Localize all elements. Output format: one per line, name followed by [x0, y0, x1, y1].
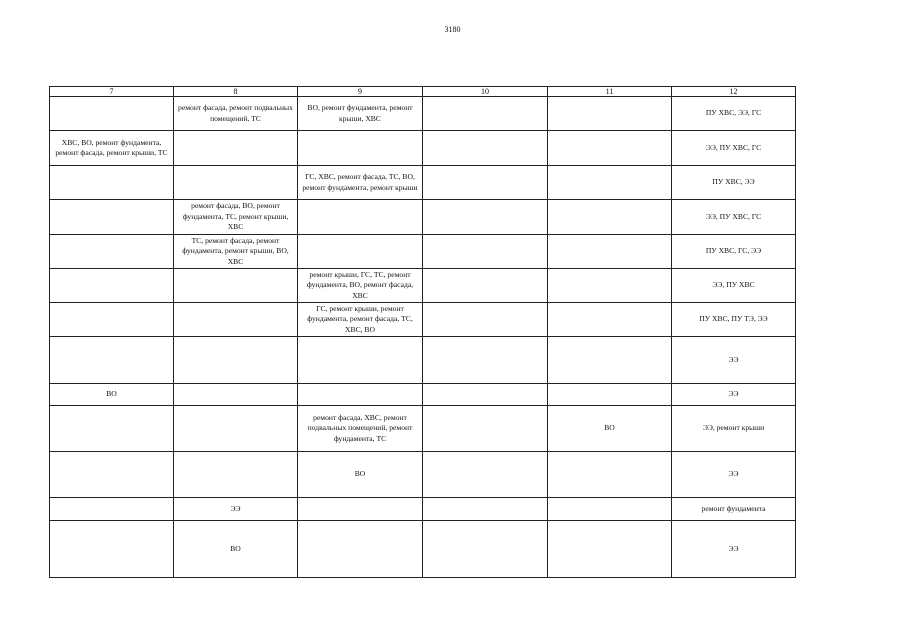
table-cell: ВО, ремонт фундамента, ремонт крыши, ХВС: [298, 97, 423, 131]
table-cell: [50, 498, 174, 521]
table-cell: [548, 166, 672, 200]
table-cell: [50, 269, 174, 303]
table-cell: ПУ ХВС, ЭЭ: [672, 166, 796, 200]
table-cell: ремонт фасада, ХВС, ремонт подвальных помещений, ремонт фундамента, ТС: [298, 406, 423, 452]
table-cell: [548, 384, 672, 406]
table-cell: [50, 303, 174, 337]
table-cell: [174, 303, 298, 337]
table-cell: ВО: [548, 406, 672, 452]
table-cell: ГС, ремонт крыши, ремонт фундамента, ремонт фасада, ТС, ХВС, ВО: [298, 303, 423, 337]
table-body: [50, 97, 796, 578]
table-cell: [50, 521, 174, 578]
table-cell: [174, 384, 298, 406]
table-row: [50, 406, 796, 452]
table-cell: [548, 452, 672, 498]
table-cell: ЭЭ: [174, 498, 298, 521]
table-cell: ПУ ХВС, ГС, ЭЭ: [672, 235, 796, 269]
column-header: 12: [672, 87, 796, 97]
table-cell: [548, 303, 672, 337]
table-cell: ХВС, ВО, ремонт фундамента, ремонт фасада, ремонт крыши, ТС: [50, 131, 174, 166]
table-cell: ЭЭ: [672, 521, 796, 578]
table-row: [50, 337, 796, 384]
table-row: [50, 235, 796, 269]
table-cell: [50, 337, 174, 384]
table-cell: [174, 166, 298, 200]
table-cell: [174, 406, 298, 452]
table-cell: [423, 235, 548, 269]
table-cell: ЭЭ, ремонт крыши: [672, 406, 796, 452]
table-cell: [548, 521, 672, 578]
table-cell: [423, 498, 548, 521]
table-row: [50, 269, 796, 303]
table-cell: [50, 200, 174, 235]
table-cell: ВО: [50, 384, 174, 406]
table-cell: ЭЭ, ПУ ХВС, ГС: [672, 200, 796, 235]
table-cell: ЭЭ: [672, 452, 796, 498]
table-cell: [423, 452, 548, 498]
table-cell: ЭЭ: [672, 384, 796, 406]
table-cell: ЭЭ, ПУ ХВС: [672, 269, 796, 303]
table-cell: [298, 131, 423, 166]
table-cell: [548, 131, 672, 166]
table-cell: ВО: [174, 521, 298, 578]
table-cell: [548, 97, 672, 131]
table-row: [50, 303, 796, 337]
table-cell: [423, 131, 548, 166]
table-cell: ремонт фасада, ремонт подвальных помещений, ТС: [174, 97, 298, 131]
table-cell: ПУ ХВС, ЭЭ, ГС: [672, 97, 796, 131]
table-cell: [298, 498, 423, 521]
table-cell: [174, 269, 298, 303]
table-cell: [174, 131, 298, 166]
table-cell: [423, 303, 548, 337]
table-row: [50, 521, 796, 578]
table-cell: [50, 166, 174, 200]
table-row: [50, 452, 796, 498]
table-cell: [298, 521, 423, 578]
table-cell: [423, 521, 548, 578]
table-cell: [423, 200, 548, 235]
table-cell: [50, 235, 174, 269]
table-cell: [548, 337, 672, 384]
header-row: [50, 87, 796, 97]
table-cell: [423, 97, 548, 131]
table-cell: [50, 406, 174, 452]
table-cell: [423, 269, 548, 303]
table-cell: ПУ ХВС, ПУ ТЭ, ЭЭ: [672, 303, 796, 337]
table-cell: [548, 200, 672, 235]
table-cell: [298, 384, 423, 406]
table-row: [50, 131, 796, 166]
table-cell: [174, 337, 298, 384]
column-header: 8: [174, 87, 298, 97]
table-cell: [423, 384, 548, 406]
table-cell: ремонт крыши, ГС, ТС, ремонт фундамента, ВО, ремонт фасада, ХВС: [298, 269, 423, 303]
table-cell: ЭЭ, ПУ ХВС, ГС: [672, 131, 796, 166]
table-cell: ВО: [298, 452, 423, 498]
table-row: [50, 166, 796, 200]
table-cell: [174, 452, 298, 498]
table-cell: [423, 337, 548, 384]
table-cell: ремонт фундамента: [672, 498, 796, 521]
column-header: 11: [548, 87, 672, 97]
table-row: [50, 384, 796, 406]
table-cell: [298, 337, 423, 384]
table-cell: ТС, ремонт фасада, ремонт фундамента, ремонт крыши, ВО, ХВС: [174, 235, 298, 269]
table-row: [50, 498, 796, 521]
table-cell: [423, 166, 548, 200]
table-cell: [298, 200, 423, 235]
table-row: [50, 200, 796, 235]
table-cell: [298, 235, 423, 269]
table-cell: [548, 498, 672, 521]
document-table: [49, 86, 796, 578]
page-number: 3180: [444, 25, 461, 34]
table-cell: [548, 235, 672, 269]
table-cell: ремонт фасада, ВО, ремонт фундамента, ТС, ремонт крыши, ХВС: [174, 200, 298, 235]
table-row: [50, 97, 796, 131]
table-cell: [50, 452, 174, 498]
table-cell: [50, 97, 174, 131]
column-header: 7: [50, 87, 174, 97]
table-cell: ЭЭ: [672, 337, 796, 384]
table-cell: ГС, ХВС, ремонт фасада, ТС, ВО, ремонт фундамента, ремонт крыши: [298, 166, 423, 200]
table-cell: [548, 269, 672, 303]
table-cell: [423, 406, 548, 452]
column-header: 9: [298, 87, 423, 97]
column-header: 10: [423, 87, 548, 97]
